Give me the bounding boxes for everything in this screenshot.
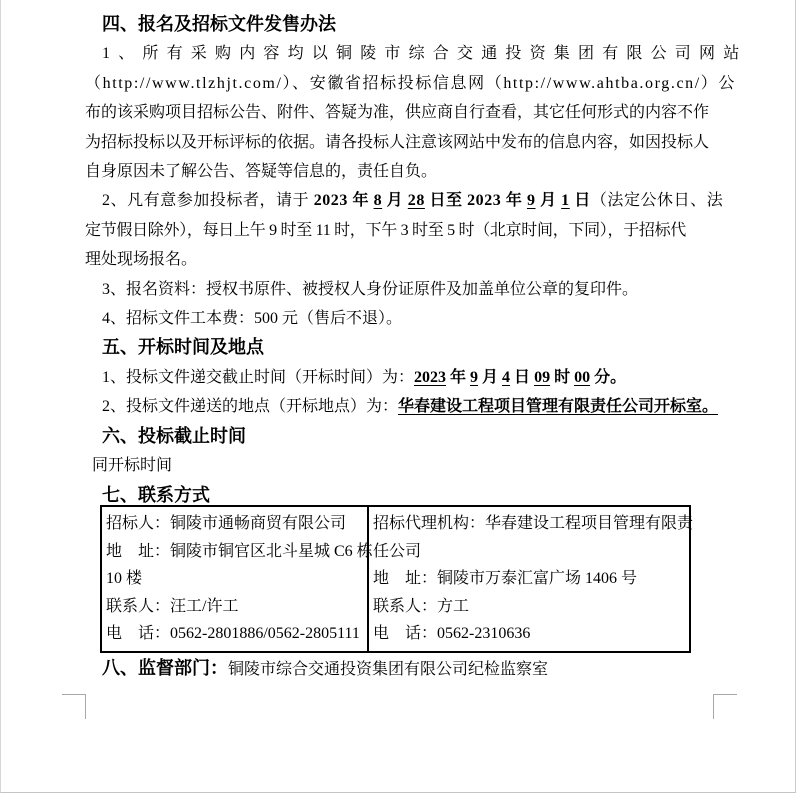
tenderer-name: 招标人：铜陵市通畅商贸有限公司 xyxy=(106,514,347,532)
underlined-date-run: 9 xyxy=(470,368,479,386)
section6-para1: 同开标时间 xyxy=(92,457,173,475)
agency-cell xyxy=(369,507,693,651)
section5-para1 xyxy=(85,363,714,392)
section4-para1-line5: 自身原因未了解公告、答疑等信息的，责任自负。 xyxy=(85,163,438,181)
document-content xyxy=(85,10,748,684)
underlined-date-run: 9 xyxy=(526,192,536,210)
bold-date-run: 月 xyxy=(535,192,562,210)
section5-para2 xyxy=(85,392,719,421)
bold-date-run: 月 xyxy=(478,368,503,386)
underlined-date-run: 1 xyxy=(561,192,570,210)
section4-para4: 4、招标文件工本费：500 元（售后不退）。 xyxy=(102,310,403,328)
bottom-right-margin-mark xyxy=(713,694,737,719)
section8-line xyxy=(85,654,714,684)
underlined-date-run: 8 xyxy=(373,192,383,210)
bold-time-run: 时 xyxy=(550,368,575,386)
tenderer-phone: 电 话：0562-2801886/0562-2805111 xyxy=(106,625,360,643)
bottom-left-margin-mark xyxy=(62,694,86,719)
agency-address: 地 址：铜陵市万泰汇富广场 1406 号 xyxy=(373,570,638,588)
tenderer-contact: 联系人：汪工/许工 xyxy=(106,597,239,615)
section4-para2-line1 xyxy=(85,186,724,215)
underlined-date-run: 2023 xyxy=(414,368,447,386)
section4-para2-line3: 理处现场报名。 xyxy=(85,251,198,269)
section6-heading: 六、投标截止时间 xyxy=(102,425,246,446)
section7-heading: 七、联系方式 xyxy=(102,484,210,505)
section4-para3: 3、报名资料：授权书原件、被授权人身份证原件及加盖单位公章的复印件。 xyxy=(102,280,639,298)
underlined-time-run: 00 xyxy=(574,368,591,386)
section8-text: 铜陵市综合交通投资集团有限公司纪检监察室 xyxy=(228,660,549,678)
underlined-date-run: 4 xyxy=(502,368,511,386)
tenderer-cell xyxy=(102,507,373,651)
bold-date-run: 年 xyxy=(446,368,471,386)
section4-para1-line4: 为招标投标以及开标评标的依据。请各投标人注意该网站中发布的信息内容，如因投标人 xyxy=(85,133,710,151)
agency-name-cont: 任公司 xyxy=(373,542,422,560)
text-run: （法定公休日、法 xyxy=(590,192,724,210)
bold-date-run: 2023 年 xyxy=(467,192,527,210)
tenderer-address: 地 址：铜陵市铜官区北斗星城 C6 栋 xyxy=(106,542,373,560)
bold-date-run: 日 xyxy=(569,192,591,210)
section4-heading: 四、报名及招标文件发售办法 xyxy=(102,14,336,34)
section4-para1-line3: 布的该采购项目招标公告、附件、答疑为准，供应商自行查看，其它任何形式的内容不作 xyxy=(85,104,710,122)
bold-date-run: 2023 年 xyxy=(313,192,374,210)
section8-heading: 八、监督部门： xyxy=(102,657,228,678)
underlined-date-run: 28 xyxy=(407,192,425,210)
bold-time-run: 分。 xyxy=(590,368,627,386)
text-run: 2、投标文件递送的地点（开标地点）为： xyxy=(102,398,399,416)
section4-para2-line2: 定节假日除外），每日上午 9 时至 11 时，下午 3 时至 5 时（北京时间，下同），于招标代 xyxy=(85,221,687,239)
bold-date-run: 日 xyxy=(510,368,535,386)
contact-table xyxy=(100,505,694,653)
tenderer-address-cont: 10 楼 xyxy=(106,570,143,588)
text-run: 2、凡有意参加投标者，请于 xyxy=(102,192,314,210)
section5-heading: 五、开标时间及地点 xyxy=(102,337,264,358)
text-run: 1、投标文件递交截止时间（开标时间）为： xyxy=(102,368,415,386)
section4-para1-line1: 1、所有采购内容均以铜陵市综合交通投资集团有限公司网站 xyxy=(102,45,748,63)
bold-date-run: 日至 xyxy=(424,192,468,210)
bold-date-run: 月 xyxy=(382,192,408,210)
underlined-location-run: 华春建设工程项目管理有限责任公司开标室。 xyxy=(398,398,719,416)
section4-para1-line2: （http://www.tlzhjt.com/）、安徽省招标投标信息网（http://www.ahtba.org.cn/）公 xyxy=(85,74,737,92)
agency-name: 招标代理机构：华春建设工程项目管理有限责 xyxy=(373,514,694,532)
underlined-time-run: 09 xyxy=(534,368,551,386)
agency-phone: 电 话：0562-2310636 xyxy=(373,625,531,643)
agency-contact: 联系人：方工 xyxy=(373,597,470,615)
